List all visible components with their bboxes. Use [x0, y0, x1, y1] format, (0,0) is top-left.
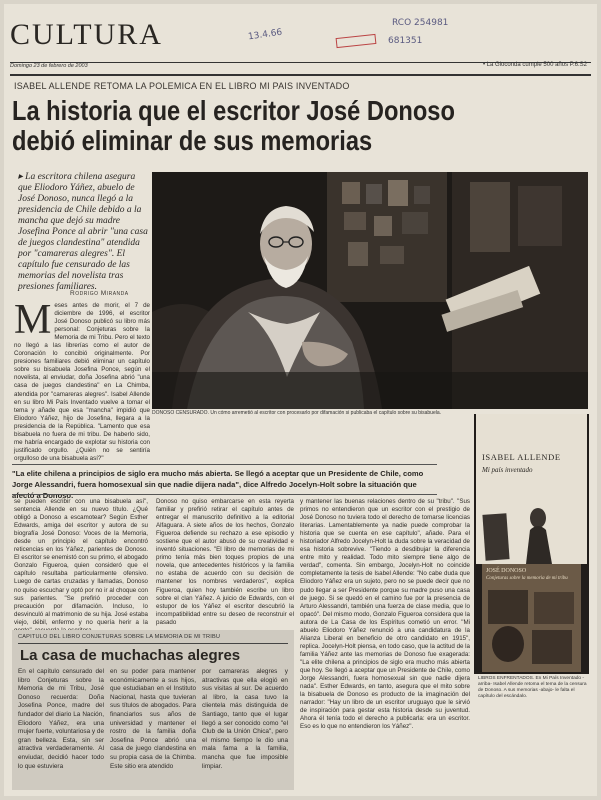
headline-line-2: debió eliminar de sus memorias [12, 125, 373, 156]
folio: • La Gioconda cumple 500 años P.6.S2 [482, 62, 587, 68]
sidebar-column-2: en su poder para mantener económicamente a sus hijos, que estudiaban en el Instituto Nacional, hasta que tuvieran sus títulos de abogados. Para financiarlos sus años de universidad y mantener el rostro de la familia doña Josefina Ponce abrió una casa de juego clandestina en su propia casa de la Chimba. Este sitio era atendido [110, 668, 196, 770]
handwritten-note: 13.4.66 [247, 27, 283, 43]
body-column-1 [14, 297, 150, 466]
sidebar-tag: CAPITULO DEL LIBRO CONJETURAS SOBRE LA MEMORIA DE MI TRIBU [18, 634, 221, 640]
body-column-4: y mantener las buenas relaciones dentro de su "tribu". "Sus primos no entendieron que un escritor con el prestigio de José Donoso no tuviera todo el derecho de tomarse licencias literarias. Lamentablemente ya nadie puede comprobar la historia que se cuenta en ese capítulo", añade. Para el historiador Alfredo Jocelyn-Holt la duda sobre la veracidad de esa historia sobrevive. "Tiendo a desdibujar la diferencia entre mito y realidad. Todo mito siempre tiene algo de verdad", comenta. Sin embargo, Jocelyn-Holt no coincide completamente la tesis de Isabel Allende: "No cabe duda que Eliodoro Yáñez era un sujeto, pero no se puede decir que no pudo llegar a ser Presidente porque su madre puso una casa de juego. Si se quedó en el camino fue por la presencia de Arturo Alessandri, también una fuerza de clase media, que lo opacó". Del mismo modo, Gonzalo Figueroa considera que la autora de La Casa de los Espíritus cometió un error. "Mi abuelo Eliodoro Yáñez renunció a una candidatura de la Alianza Liberal en beneficio de otro candidato en 1915", replica. Jocelyn-Holt piensa, en todo caso, que la actitud de la familia Yáñez ante las memorias de Donoso fue exagerada: "La elite chilena a principios de siglo era mucho más abierta que hoy. Se llegó a aceptar que un Presidente de Chile, como Jorge Alessandri, fuera homosexual sin que nadie dijera nada". Esther Edwards, en tanto, asegura que el mito sobre la bisabuela de Donoso es producto de la imaginación del narrador: "Hay un libro de un escritor uruguayo que le sirvió de inspiración para gestar esta historia desde su juventud. Ahora él tenía todo el derecho a publicarla: era un escritor. Eso es lo que no entendieron los Yáñez". [300, 498, 470, 731]
book-caption: LIBROS ENFRENTADOS. En Mi País Inventado -arriba- Isabel Allende retoma el tema de la censura de Donoso. A sus memorias -abajo- le falta el capítulo del escándalo. [478, 676, 587, 699]
lede-text: La escritora chilena asegura que Eliodoro Yáñez, abuelo de José Donoso, nunca llegó a la presidencia de Chile debido a la mancha que dejó su madre Josefina Ponce al abrir "una casa de juegos clandestina" atendida por "camareras alegres". El capítulo fue censurado de las memorias del novelista tras presiones familiares. [18, 172, 148, 292]
section-title: CULTURA [10, 18, 163, 51]
body-column-3: Donoso no quiso embarcarse en esta reyerta familiar y prefirió retirar el capítulo antes de entregar el manuscrito definitivo a la editorial Alfaguara. A siete años de los hechos, Gonzalo Figueroa defiende su rechazo a ese episodio y sostiene que el autor abusó de su creatividad e inventó situaciones. "El libro de memorias de mi primo tenía más bien toques propios de una novela, que antecedentes históricos y la familia no estaba de acuerdo con su decisión de mantener los nombres verdaderos", explica Figueroa, quien hoy también escribe un libro sobre el clan Yáñez. A juicio de Edwards, con el estupor de los Yáñez el escritor descubrió la incompatibilidad entre su deseo de reconstruir el pasado [156, 498, 294, 626]
divider [10, 74, 591, 76]
handwritten-note: 681351 [388, 36, 423, 46]
handwritten-note: RCO 254981 [392, 18, 449, 28]
photo-illustration [152, 172, 588, 409]
headline [12, 96, 511, 156]
sidebar-column-1: En el capítulo censurado del libro Conjeturas sobre la Memoria de mi Tribu, José Donoso recuerda: Doña Josefina Ponce, madre del fundador del diario La Nación, Eliodoro Yáñez, era una mujer fuerte, voluntariosa y de gran belleza. Esta, sin ser atractiva verdaderamente. Al enviudar, decidió hacer todo lo que estuviera [18, 668, 104, 770]
second-book-title: Conjeturas sobre la memoria de mi tribu [486, 576, 568, 581]
byline: Rodrigo Miranda [70, 290, 129, 297]
divider [12, 494, 437, 495]
divider [18, 643, 288, 644]
photo-caption: DONOSO CENSURADO. Un cómo arremetió al escritor con procesarlo por difamación si publicaba el capítulo sobre su bisabuela. [152, 410, 442, 416]
book-covers-photo [474, 414, 589, 674]
sidebar-title: La casa de muchachas alegres [20, 647, 241, 664]
body-column-2: se pueden escribir con una bisabuela así", sentencia Allende en su nuevo título. ¿Qué obligó a Donoso a escamotear? Según Esther Edwards, amiga del escritor y autora de su biografía José Donoso: Voces de la Memoria, desde un principio el capítulo encontró reticencias en los Yáñez, parientes de Donoso. El escritor se enemistó con su primo, el abogado Gonzalo Figueroa, quien consideró que el capítulo resultaba particularmente ofensivo. Luego de cartas cruzadas y llamadas, Donoso no quiso escuchar y optó por no ir al choque con sus parientes. "Se prefirió proceder con precaución por difamación. Incluso, lo desvinculó al matrimonio de su hija. José estaba viejo, débil, enfermo y no quería herir a la [14, 498, 148, 626]
dateline: Domingo 23 de febrero de 2003 [10, 63, 88, 69]
divider [12, 464, 437, 465]
author-photo [152, 172, 588, 409]
lede: ▸ La escritora chilena asegura que Eliodoro Yáñez, abuelo de José Donoso, nunca llegó a la presidencia de Chile debido a la mancha que dejó su madre Josefina Ponce al abrir "una casa de juegos clandestina" atendida por "camareras alegres". El capítulo fue censurado de las memorias del novelista tras presiones familiares. [18, 172, 148, 292]
pull-quote: "La elite chilena a principios de siglo era mucho más abierta. Se llegó a aceptar que un Presidente de Chile, como Jorge Alessandri, fuera homosexual sin que nadie dijera nada", dice Alfredo Jocelyn-Holt sobre la situación que afectó a Donoso. [12, 469, 424, 500]
headline-line-1: La historia que el escritor José Donoso [12, 95, 455, 126]
sidebar-box [12, 630, 294, 790]
body-text: eses antes de morir, el 7 de diciembre de 1996, el escritor José Donoso publicó su libro más personal: Conjeturas sobre la Memoria de mi Tribu. Pero el texto no llegó a las librerías como el autor de Coronación lo concibió originalmente. Por presiones familiares debió eliminar un capítulo sobre su bisabuela Josefina Ponce, según el novelista, al enviudar, doña Josefina abrió "una casa de juegos clandestina" en La Chimba, atendida por "camareras alegres". Isabel Allende en su libro Mi País Inventado vuelve a tomar el tema y añade que esa "mancha" impidió que Eliodoro Yáñez, hijo de Josefina, llegara a la presidencia de la República. "Lamento que esa bisabuela no fuera de mi tribu. De haberlo sido, me habría encargado de explotar su historia con justificado orgullo. ¿Quién no se sentiría orgulloso de una bisabuela así?" [14, 302, 150, 462]
kicker: ISABEL ALLENDE RETOMA LA POLEMICA EN EL LIBRO MI PAIS INVENTADO [14, 81, 350, 91]
book-title: Mi país inventado [482, 466, 533, 474]
book-author: ISABEL ALLENDE [482, 452, 561, 462]
drop-cap: M [14, 297, 52, 343]
second-book-author: JOSÉ DONOSO [486, 568, 527, 574]
sidebar-column-3: por camareras alegres y atractivas que ella elogió en sus visitas al sur. De acuerdo al libro, la casa tuvo la clientela más distinguida de Santiago, tanto que el lugar llegó a ser conocido como "el Club de la Unión Chica", pero el mismo tiempo le dio una mala fama a la familia, mancha que fue imposible limpiar. [202, 668, 288, 770]
